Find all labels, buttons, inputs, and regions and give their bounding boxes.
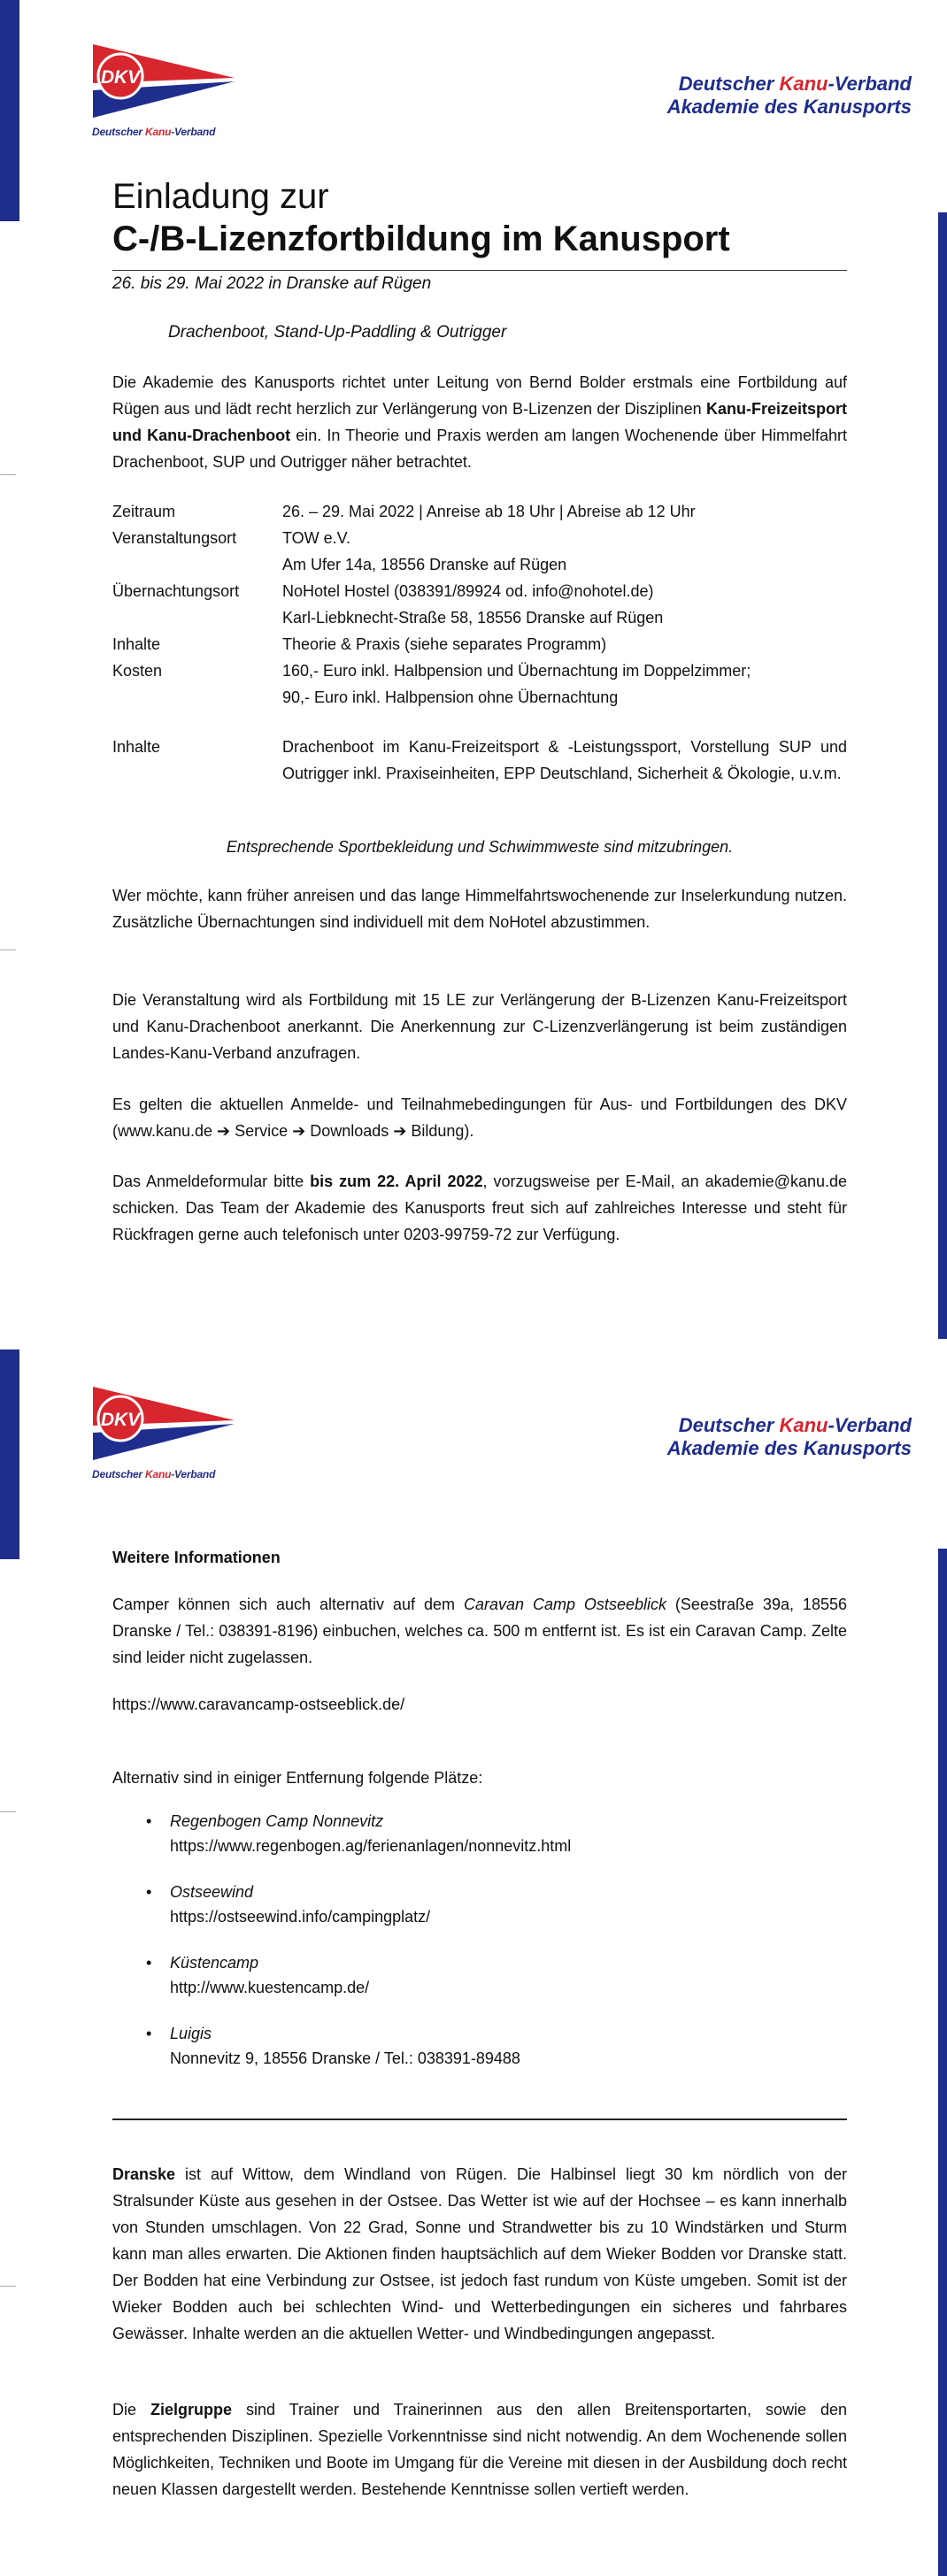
contents-label: Inhalte xyxy=(112,738,161,756)
bullet-icon: • xyxy=(146,1812,152,1830)
license-paragraph: Die Veranstaltung wird als Fortbildung mit 15 LE zur Verlängerung der B-Lizenzen Kanu-Freizeitsport und Kanu-Drachenboot anerkannt. Die Anerkennung zur C-Lizenzverlängerung ist beim zuständigen Landes-Kanu-Verband anzufragen. xyxy=(112,991,847,1062)
logo-initials: DKV xyxy=(100,67,141,88)
title-divider xyxy=(112,270,847,271)
list-item xyxy=(146,1950,819,2000)
page-2 xyxy=(0,1350,947,2576)
detail-label xyxy=(112,551,282,578)
page-title-line1: Einladung zur xyxy=(112,177,329,216)
dranske-paragraph: Dranske ist auf Wittow, dem Windland von Rügen. Die Halbinsel liegt 30 km nördlich von der Stralsunder Küste aus gesehen in der Ostsee. Das Wetter ist wie auf der Hochsee – es kann innerhalb von Stunden umschlagen. Von 22 Grad, Sonne und Strandwetter bis zu 10 Windstärken und Sturm kann man alles erwarten. Die Aktionen finden hauptsächlich auf dem Wieker Bodden vor Dranske statt. Der Bodden hat eine Verbindung zur Ostsee, ist jedoch fast rundum von Küste umgeben. Somit ist der Wieker Bodden auch bei schlechten Wind- und Wetterbedingungen ein sicheres und fahrbares Gewässer. Inhalte werden an die aktuellen Wetter- und Windbedingungen angepasst. xyxy=(112,2165,847,2342)
camp-detail[interactable]: https://ostseewind.info/campingplatz/ xyxy=(170,1908,431,1926)
caravan-camp-paragraph: Camper können sich auch alternativ auf dem Caravan Camp Ostseeblick (Seestraße 39a, 18556 Dranske / Tel.: 038391-8196) einbuchen, welches ca. 500 m entfernt ist. Es ist ein Caravan Camp. Zelte sind leider nicht zugelassen. xyxy=(112,1596,847,1666)
list-item xyxy=(146,1880,819,1929)
detail-row xyxy=(112,631,847,657)
detail-value: Karl-Liebknecht-Straße 58, 18556 Dranske auf Rügen xyxy=(282,609,664,627)
margin-tick xyxy=(0,474,16,475)
detail-label: Inhalte xyxy=(112,635,161,653)
camp-detail: Nonnevitz 9, 18556 Dranske / Tel.: 038391-89488 xyxy=(170,2049,520,2067)
bullet-icon: • xyxy=(146,2025,152,2042)
detail-value: Theorie & Praxis (siehe separates Programm) xyxy=(282,635,607,653)
camp-detail[interactable]: http://www.kuestencamp.de/ xyxy=(170,1979,370,1996)
detail-value: 90,- Euro inkl. Halbpension ohne Übernachtung xyxy=(282,688,619,706)
bullet-icon: • xyxy=(146,1883,152,1901)
detail-label: Veranstaltungsort xyxy=(112,529,237,547)
camp-name: Regenbogen Camp Nonnevitz xyxy=(170,1812,384,1830)
list-item xyxy=(146,1809,819,1858)
alternatives-list xyxy=(146,1809,819,2092)
detail-value: 160,- Euro inkl. Halbpension und Übernachtung im Doppelzimmer; xyxy=(282,662,751,680)
logo-initials: DKV xyxy=(100,1410,141,1430)
page-gap xyxy=(0,1339,947,1350)
section-heading: Weitere Informationen xyxy=(112,1549,281,1566)
contents-block xyxy=(112,734,847,787)
alternatives-intro: Alternativ sind in einiger Entfernung folgende Plätze: xyxy=(112,1769,483,1787)
page-title-line2: C-/B-Lizenzfortbildung im Kanusport xyxy=(112,219,730,258)
detail-value: NoHotel Hostel (038391/89924 od. info@nohotel.de) xyxy=(282,582,654,600)
detail-row xyxy=(112,525,847,551)
header-org-name: Deutscher Kanu-Verband Akademie des Kanusports xyxy=(666,1414,912,1459)
early-arrival-paragraph: Wer möchte, kann früher anreisen und das lange Himmelfahrtswochenende zur Inselerkundung nutzen. Zusätzliche Übernachtungen sind individuell mit dem NoHotel abzustimmen. xyxy=(112,887,847,931)
margin-tick xyxy=(0,1811,16,1812)
contents-value: Drachenboot im Kanu-Freizeitsport & -Leistungssport, Vorstellung SUP und Outrigger inkl. Praxiseinheiten, EPP Deutschland, Sicherheit & Ökologie, u.v.m. xyxy=(282,738,847,782)
logo-caption: Deutscher Kanu-Verband xyxy=(92,126,216,138)
detail-value: Am Ufer 14a, 18556 Dranske auf Rügen xyxy=(282,556,567,573)
equipment-note: Entsprechende Sportbekleidung und Schwimmweste sind mitzubringen. xyxy=(226,838,734,856)
header-org-name: Deutscher Kanu-Verband Akademie des Kanusports xyxy=(666,73,912,118)
bullet-icon: • xyxy=(146,1954,152,1972)
list-item xyxy=(146,2021,819,2071)
header-subtitle: Akademie des Kanusports xyxy=(666,1437,912,1459)
camp-name: Küstencamp xyxy=(170,1954,259,1972)
detail-row xyxy=(112,551,847,578)
registration-paragraph: Das Anmeldeformular bitte bis zum 22. April 2022, vorzugsweise per E-Mail, an akademie@kanu.de schicken. Das Team der Akademie des Kanusports freut sich auf zahlreiches Interesse und steht für Rückfragen gerne auch telefonisch unter 0203-99759-72 zur Verfügung. xyxy=(112,1173,847,1243)
detail-row xyxy=(112,498,847,525)
detail-label xyxy=(112,604,282,631)
detail-value: TOW e.V. xyxy=(282,529,351,547)
disciplines: Drachenboot, Stand-Up-Paddling & Outrigger xyxy=(168,323,507,342)
event-details-table xyxy=(112,498,847,711)
target-group-paragraph: Die Zielgruppe sind Trainer und Trainerinnen aus den allen Breitensportarten, sowie den entsprechenden Disziplinen. Spezielle Vorkenntnisse sind nicht notwendig. An dem Wochenende sollen Möglichkeiten, Techniken und Boote im Umgang für die Vereine mit diesen in der Ausbildung doch recht neuen Klassen dargestellt werden. Bestehende Kenntnisse sollen vertieft werden. xyxy=(112,2401,847,2498)
detail-row xyxy=(112,604,847,631)
detail-label: Übernachtungsort xyxy=(112,582,240,600)
detail-row xyxy=(112,657,847,684)
left-accent-bar xyxy=(0,1350,19,1559)
right-accent-bar xyxy=(938,1549,947,2576)
margin-tick xyxy=(0,2286,16,2287)
logo-caption: Deutscher Kanu-Verband xyxy=(92,1468,216,1480)
event-date-location: 26. bis 29. Mai 2022 in Dranske auf Rügen xyxy=(112,274,432,293)
camp-name: Luigis xyxy=(170,2025,212,2042)
detail-row xyxy=(112,578,847,604)
detail-label: Zeitraum xyxy=(112,503,176,520)
section-divider xyxy=(112,2118,847,2120)
header-subtitle: Akademie des Kanusports xyxy=(666,96,912,118)
intro-paragraph: Die Akademie des Kanusports richtet unter Leitung von Bernd Bolder erstmals eine Fortbildung auf Rügen aus und lädt recht herzlich zur Verlängerung von B-Lizenzen der Disziplinen Kanu-Freizeitsport und Kanu-Drachenboot ein. In Theorie und Praxis werden am langen Wochenende über Himmelfahrt Drachenboot, SUP und Outrigger näher betrachtet. xyxy=(112,373,847,471)
left-accent-bar xyxy=(0,0,19,221)
detail-value: 26. – 29. Mai 2022 | Anreise ab 18 Uhr | Abreise ab 12 Uhr xyxy=(282,503,696,520)
camp-detail[interactable]: https://www.regenbogen.ag/ferienanlagen/nonnevitz.html xyxy=(170,1837,572,1855)
detail-label xyxy=(112,684,282,711)
right-accent-bar xyxy=(938,212,947,1339)
caravan-camp-link[interactable]: https://www.caravancamp-ostseeblick.de/ xyxy=(112,1696,405,1713)
detail-label: Kosten xyxy=(112,662,163,680)
camp-name: Ostseewind xyxy=(170,1883,254,1901)
detail-row xyxy=(112,684,847,711)
terms-paragraph: Es gelten die aktuellen Anmelde- und Teilnahmebedingungen für Aus- und Fortbildungen des DKV (www.kanu.de ➔ Service ➔ Downloads ➔ Bildung). xyxy=(112,1096,847,1140)
